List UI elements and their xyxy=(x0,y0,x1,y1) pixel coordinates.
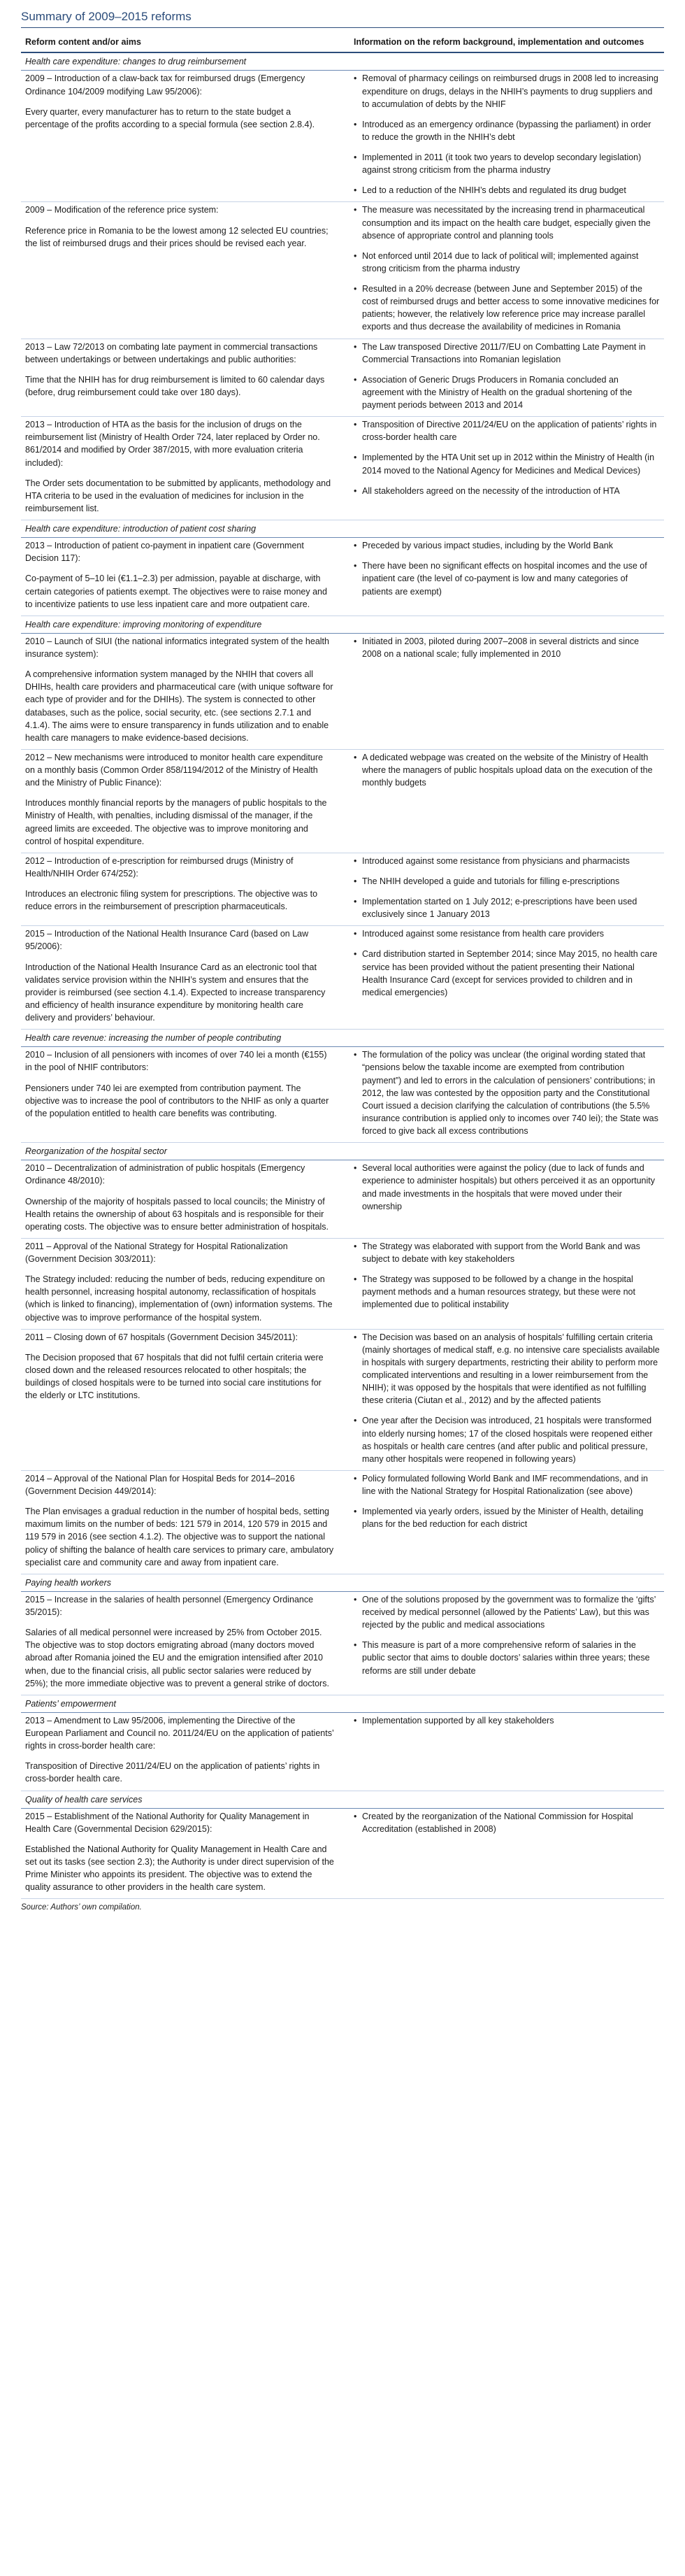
bullet-item: • The NHIH developed a guide and tutorials for filling e-prescriptions xyxy=(354,875,660,888)
section-heading: Reorganization of the hospital sector xyxy=(21,1143,664,1160)
section-header-row xyxy=(21,1574,664,1591)
section-header-row xyxy=(21,520,664,538)
section-heading: Health care expenditure: introduction of patient cost sharing xyxy=(21,520,664,538)
table-body xyxy=(21,52,664,1899)
reform-background-cell xyxy=(349,853,664,926)
table-row xyxy=(21,1591,664,1695)
reform-title: 2013 – Law 72/2013 on combating late payment in commercial transactions between undertakings or between undertakings and public authorities: xyxy=(25,341,318,364)
reform-background-cell xyxy=(349,1470,664,1574)
reform-content-cell xyxy=(21,1047,349,1143)
bullet-list xyxy=(354,1048,660,1137)
reform-background-cell xyxy=(349,1047,664,1143)
reform-title: 2015 – Establishment of the National Authority for Quality Management in Health Care (Governmental Decision 629/2015): xyxy=(25,1811,310,1834)
reform-content-cell xyxy=(21,1238,349,1329)
reform-description: Salaries of all medical personnel were increased by 25% from October 2015. The objective was to stop doctors emigrating abroad (many doctors moved abroad after Romania joined the EU and the emigration intensified after 2010 when, due to the financial crisis, all public sector salaries were reduced by 25%); the more immediate objective was to prevent a general strike of doctors. xyxy=(25,1628,329,1688)
table-row xyxy=(21,633,664,749)
reform-title: 2015 – Introduction of the National Health Insurance Card (based on Law 95/2006): xyxy=(25,929,309,952)
bullet-item: • Implemented via yearly orders, issued by the Minister of Health, detailing plans for the bed reduction for each district xyxy=(354,1505,660,1530)
reform-content-cell xyxy=(21,417,349,520)
table-row xyxy=(21,1329,664,1470)
table-row xyxy=(21,1808,664,1899)
reform-description: Time that the NHIH has for drug reimbursement is limited to 60 calendar days (before, drug reimbursement could take over 180 days). xyxy=(25,374,325,397)
table-row xyxy=(21,1160,664,1239)
reform-description: Ownership of the majority of hospitals passed to local councils; the Ministry of Health retains the ownership of about 63 hospitals and is responsible for their operating costs. The objective was to ensure better administration of hospitals. xyxy=(25,1196,329,1232)
section-heading: Paying health workers xyxy=(21,1574,664,1591)
reform-content-cell xyxy=(21,633,349,749)
bullet-list xyxy=(354,1162,660,1213)
bullet-item: • Introduced against some resistance from health care providers xyxy=(354,927,660,940)
reform-content-cell xyxy=(21,1808,349,1899)
section-heading: Health care expenditure: improving monitoring of expenditure xyxy=(21,615,664,633)
bullet-item: • Association of Generic Drugs Producers in Romania concluded an agreement with the Ministry of Health on the gradual shortening of the payment periods between 2013 and 2014 xyxy=(354,373,660,411)
section-header-row xyxy=(21,52,664,71)
column-header-background: Information on the reform background, implementation and outcomes xyxy=(349,34,664,52)
section-header-row xyxy=(21,1030,664,1047)
reform-background-cell xyxy=(349,202,664,339)
reform-title: 2010 – Launch of SIUI (the national informatics integrated system of the health insurance system): xyxy=(25,636,329,659)
source-text: Authors’ own compilation. xyxy=(50,1903,142,1912)
reform-title: 2013 – Introduction of HTA as the basis for the inclusion of drugs on the reimbursement list (Ministry of Health Order 724, later replaced by Order no. 861/2014 and modified by Order 387/2015, with more evaluation criteria included): xyxy=(25,420,320,468)
bullet-item: • Created by the reorganization of the National Commission for Hospital Accreditation (established in 2008) xyxy=(354,1810,660,1835)
bullet-item: • Introduced against some resistance from physicians and pharmacists xyxy=(354,855,660,867)
bullet-item: • There have been no significant effects on hospital incomes and the use of inpatient care (the level of co-payment is low and many categories of patients are exempt) xyxy=(354,560,660,597)
table-header xyxy=(21,34,664,52)
bullet-item: • Transposition of Directive 2011/24/EU on the application of patients’ rights in cross-border health care xyxy=(354,418,660,443)
reform-description: The Decision proposed that 67 hospitals that did not fulfil certain criteria were closed down and the released resources relocated to other hospitals; the buildings of closed hospitals were to be turned into social care institutions for the elderly or LTC institutions. xyxy=(25,1352,324,1401)
bullet-item: • All stakeholders agreed on the necessity of the introduction of HTA xyxy=(354,485,660,497)
reform-description: The Strategy included: reducing the number of beds, reducing expenditure on health personnel, increasing hospital autonomy, reclassification of hospitals (which is linked to financing), implementation of (own) information systems. The objective was to improve performance of the hospital system. xyxy=(25,1274,333,1323)
table-row xyxy=(21,1047,664,1143)
section-header-row xyxy=(21,615,664,633)
table-row xyxy=(21,1238,664,1329)
reform-background-cell xyxy=(349,1712,664,1791)
bullet-list xyxy=(354,855,660,921)
reform-description: Pensioners under 740 lei are exempted from contribution payment. The objective was to increase the pool of contributors to the NHIF as only a quarter of the population entitled to health care benefits was contributing. xyxy=(25,1083,329,1118)
reform-content-cell xyxy=(21,71,349,202)
bullet-item: • The Law transposed Directive 2011/7/EU on Combatting Late Payment in Commercial Transactions into Romanian legislation xyxy=(354,341,660,366)
reforms-table xyxy=(21,34,664,1899)
reform-background-cell xyxy=(349,1591,664,1695)
bullet-item: • Several local authorities were against the policy (due to lack of funds and experience to administer hospitals) but others perceived it as an opportunity and made investments in the hospitals that were moved under their ownership xyxy=(354,1162,660,1213)
bullet-item: • Initiated in 2003, piloted during 2007–2008 in several districts and since 2008 on a national scale; fully implemented in 2010 xyxy=(354,635,660,660)
bullet-list xyxy=(354,1593,660,1677)
source-label: Source: xyxy=(21,1903,49,1912)
reform-background-cell xyxy=(349,1808,664,1899)
reform-background-cell xyxy=(349,749,664,853)
reform-description: A comprehensive information system managed by the NHIH that covers all DHIHs, health care providers and pharmaceutical care (with unique software for each type of provider and for the DHIHs). The system is connected to other databases, such as the police, social security, etc. (see sections 2.7.1 and 4.1.4). The aims were to ensure transparency in funds utilization and to enable health care managers to make evidence-based decisions. xyxy=(25,669,333,743)
reform-content-cell xyxy=(21,749,349,853)
reform-description: The Plan envisages a gradual reduction in the number of hospital beds, setting maximum limits on the number of beds: 121 579 in 2014, 120 579 in 2015 and 119 579 in 2016 (see section 4.1.2). The objective was to support the national policy of shifting the balance of health care services to primary care, ambulatory specialist care and community care and away from inpatient care. xyxy=(25,1507,334,1567)
reform-background-cell xyxy=(349,339,664,417)
table-row xyxy=(21,538,664,616)
page-title: Summary of 2009–2015 reforms xyxy=(21,10,664,28)
bullet-list xyxy=(354,927,660,999)
reform-title: 2011 – Closing down of 67 hospitals (Government Decision 345/2011): xyxy=(25,1332,298,1342)
bullet-item: • Implementation started on 1 July 2012; e-prescriptions have been used exclusively since 1 January 2013 xyxy=(354,895,660,920)
table-row xyxy=(21,749,664,853)
bullet-list xyxy=(354,1331,660,1465)
reform-title: 2014 – Approval of the National Plan for Hospital Beds for 2014–2016 (Government Decision 449/2014): xyxy=(25,1473,295,1496)
bullet-item: • Removal of pharmacy ceilings on reimbursed drugs in 2008 led to increasing expenditure on drugs, delays in the NHIH’s payments to drug suppliers and to accumulation of debts by the NHIF xyxy=(354,72,660,110)
reform-title: 2015 – Increase in the salaries of health personnel (Emergency Ordinance 35/2015): xyxy=(25,1594,314,1617)
table-row xyxy=(21,417,664,520)
reform-content-cell xyxy=(21,1329,349,1470)
section-heading: Quality of health care services xyxy=(21,1791,664,1808)
bullet-item: • The Strategy was elaborated with support from the World Bank and was subject to debate with key stakeholders xyxy=(354,1240,660,1265)
reform-background-cell xyxy=(349,417,664,520)
bullet-item: • This measure is part of a more comprehensive reform of salaries in the public sector that aims to double doctors’ salaries within three years; these reforms are still under debate xyxy=(354,1639,660,1677)
reform-content-cell xyxy=(21,538,349,616)
table-row xyxy=(21,853,664,926)
bullet-list xyxy=(354,1810,660,1835)
bullet-item: • The Strategy was supposed to be followed by a change in the hospital payment methods and a human resources strategy, but these were not implemented due to political instability xyxy=(354,1273,660,1311)
reform-title: 2012 – Introduction of e-prescription for reimbursed drugs (Ministry of Health/NHIH Order 674/252): xyxy=(25,855,294,878)
section-header-row xyxy=(21,1143,664,1160)
bullet-list xyxy=(354,418,660,497)
bullet-list xyxy=(354,751,660,789)
reform-background-cell xyxy=(349,1329,664,1470)
table-row xyxy=(21,71,664,202)
reform-content-cell xyxy=(21,1591,349,1695)
bullet-item: • Introduced as an emergency ordinance (bypassing the parliament) in order to reduce the growth in the NHIH’s debt xyxy=(354,118,660,143)
reform-title: 2012 – New mechanisms were introduced to monitor health care expenditure on a monthly basis (Common Order 858/1194/2012 of the Ministry of Health and the Ministry of Public Finance): xyxy=(25,752,323,788)
table-row xyxy=(21,202,664,339)
reform-description: Introduction of the National Health Insurance Card as an electronic tool that validates service provision within the NHIH’s system and ensures that the provider is reimbursed (see section 4.1.4). Expected to increase transparency and efficiency of health insurance expenditure by monitoring health care delivery and providers’ behaviour. xyxy=(25,962,326,1023)
reform-content-cell xyxy=(21,1712,349,1791)
reform-content-cell xyxy=(21,1160,349,1239)
section-heading: Health care revenue: increasing the number of people contributing xyxy=(21,1030,664,1047)
bullet-item: • Not enforced until 2014 due to lack of political will; implemented against strong criticism from the pharma industry xyxy=(354,250,660,275)
reform-content-cell xyxy=(21,339,349,417)
bullet-list xyxy=(354,1714,660,1727)
bullet-item: • Card distribution started in September 2014; since May 2015, no health care service has been provided without the patient presenting their National Health Insurance Card (except for services provided to children and in medical emergencies) xyxy=(354,948,660,999)
table-row xyxy=(21,339,664,417)
table-row xyxy=(21,926,664,1030)
bullet-item: • Implemented by the HTA Unit set up in 2012 within the Ministry of Health (in 2014 moved to the National Agency for Medicines and Medical Devices) xyxy=(354,451,660,476)
column-header-reform-content: Reform content and/or aims xyxy=(21,34,349,52)
header-row xyxy=(21,34,664,52)
reform-title: 2010 – Decentralization of administration of public hospitals (Emergency Ordinance 48/2010): xyxy=(25,1163,305,1186)
reform-content-cell xyxy=(21,1470,349,1574)
bullet-item: • The measure was necessitated by the increasing trend in pharmaceutical consumption and its impact on the health care budget, especially given the absence of appropriate control and planning tools xyxy=(354,204,660,241)
bullet-item: • A dedicated webpage was created on the website of the Ministry of Health where the managers of public hospitals upload data on the execution of the monthly budgets xyxy=(354,751,660,789)
bullet-item: • One of the solutions proposed by the government was to formalize the ‘gifts’ received by medical personnel (allowed by the Patients’ Law), but this was rejected by the public and medical associations xyxy=(354,1593,660,1631)
reform-title: 2010 – Inclusion of all pensioners with incomes of over 740 lei a month (€155) in the pool of NHIF contributors: xyxy=(25,1050,327,1073)
bullet-list xyxy=(354,204,660,333)
reform-content-cell xyxy=(21,202,349,339)
reform-background-cell xyxy=(349,538,664,616)
bullet-item: • Policy formulated following World Bank and IMF recommendations, and in line with the National Strategy for Hospital Rationalization (see above) xyxy=(354,1472,660,1497)
reform-description: Transposition of Directive 2011/24/EU on the application of patients’ rights in cross-border health care. xyxy=(25,1761,320,1784)
bullet-list xyxy=(354,341,660,412)
bullet-item: • The Decision was based on an analysis of hospitals’ fulfilling certain criteria (mainly shortages of medical staff, e.g. no intensive care specialists available in hospitals with surgery departments, restricting their ability to perform more complicated interventions and resulting in a lower reimbursement from the NHIH); it was opposed by the hospitals that were identified as not fulfilling these criteria (Ciutan et al., 2012) and by the affected patients xyxy=(354,1331,660,1407)
reform-description: Introduces monthly financial reports by the managers of public hospitals to the Ministry of Health, with penalties, including dismissal of the manager, if the agreed limits are exceeded. The objective was to improve monitoring and control of hospital expenditure. xyxy=(25,798,327,846)
bullet-item: • Preceded by various impact studies, including by the World Bank xyxy=(354,539,660,552)
bullet-item: • Resulted in a 20% decrease (between June and September 2015) of the cost of reimbursed drugs and better access to some innovative medicines for patients; however, the relatively low reference price may increase parallel exports and thus decrease the availability of medicines in Romania xyxy=(354,283,660,334)
page xyxy=(21,0,664,1912)
bullet-item: • The formulation of the policy was unclear (the original wording stated that “pensions below the taxable income are exempted from contribution payment”) and led to errors in the calculation of pensioners’ contributions; in 2012, the law was contested by the opposition party and the Constitutional Court issued a decision clarifying the calculation of contributions (the 5.5% insurance contribution is applied only to incomes over 740 lei); the State was forced to give back all excess contributions xyxy=(354,1048,660,1137)
bullet-list xyxy=(354,72,660,197)
reform-title: 2013 – Introduction of patient co-payment in inpatient care (Government Decision 117): xyxy=(25,541,304,564)
section-heading: Patients’ empowerment xyxy=(21,1695,664,1712)
section-heading: Health care expenditure: changes to drug reimbursement xyxy=(21,52,664,71)
bullet-list xyxy=(354,1240,660,1311)
reform-description: Established the National Authority for Quality Management in Health Care and set out its tasks (see section 2.3); the Authority is under direct supervision of the Prime Minister who appoints its president. The objective was to extend the quality assurance to other providers in the health care system. xyxy=(25,1844,334,1893)
source-note xyxy=(21,1903,664,1912)
reform-content-cell xyxy=(21,853,349,926)
reform-title: 2011 – Approval of the National Strategy for Hospital Rationalization (Government Decision 303/2011): xyxy=(25,1241,288,1264)
reform-title: 2009 – Introduction of a claw-back tax for reimbursed drugs (Emergency Ordinance 104/2009 modifying Law 95/2006): xyxy=(25,73,305,97)
bullet-item: • Led to a reduction of the NHIH’s debts and regulated its drug budget xyxy=(354,184,660,197)
reform-description: Reference price in Romania to be the lowest among 12 selected EU countries; the list of reimbursed drugs and their prices should be revised each year. xyxy=(25,225,329,248)
reform-title: 2009 – Modification of the reference price system: xyxy=(25,205,219,215)
reform-description: The Order sets documentation to be submitted by applicants, methodology and HTA criteria to be used in the evaluation of medicines for inclusion in the reimbursement list. xyxy=(25,478,331,513)
bullet-item: • Implementation supported by all key stakeholders xyxy=(354,1714,660,1727)
reform-content-cell xyxy=(21,926,349,1030)
reform-background-cell xyxy=(349,1238,664,1329)
reform-background-cell xyxy=(349,71,664,202)
bullet-item: • One year after the Decision was introduced, 21 hospitals were transformed into elderly nursing homes; 17 of the closed hospitals were reopened either as hospitals or health care centres (and after public and political pressure, many other hospitals were reopened in following years) xyxy=(354,1414,660,1465)
table-row xyxy=(21,1712,664,1791)
bullet-list xyxy=(354,635,660,660)
reform-background-cell xyxy=(349,1160,664,1239)
bullet-item: • Implemented in 2011 (it took two years to develop secondary legislation) against strong criticism from the pharma industry xyxy=(354,151,660,176)
bullet-list xyxy=(354,539,660,598)
reform-description: Introduces an electronic filing system for prescriptions. The objective was to reduce errors in the reimbursement of prescription pharmaceuticals. xyxy=(25,889,318,912)
reform-background-cell xyxy=(349,633,664,749)
reform-title: 2013 – Amendment to Law 95/2006, implementing the Directive of the European Parliament and Council no. 2011/24/EU on the application of patients’ rights in cross-border health care: xyxy=(25,1715,334,1751)
reform-description: Every quarter, every manufacturer has to return to the state budget a percentage of the profits according to a special formula (see section 2.8.4). xyxy=(25,106,315,129)
reform-description: Co-payment of 5–10 lei (€1.1–2.3) per admission, payable at discharge, with certain categories of patients exempt. The objectives were to raise money and to incentivize patients to use less inpatient care and more outpatient care. xyxy=(25,574,327,609)
section-header-row xyxy=(21,1695,664,1712)
section-header-row xyxy=(21,1791,664,1808)
table-row xyxy=(21,1470,664,1574)
reform-background-cell xyxy=(349,926,664,1030)
bullet-list xyxy=(354,1472,660,1531)
